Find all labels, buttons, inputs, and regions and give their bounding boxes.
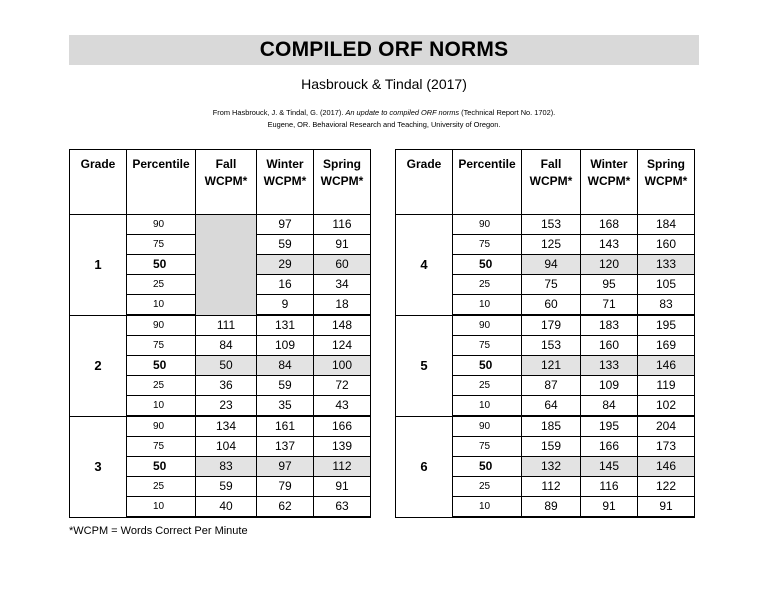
spring-cell: 112 xyxy=(314,457,371,477)
spring-cell: 146 xyxy=(638,356,695,376)
winter-cell: 161 xyxy=(257,416,314,437)
citation xyxy=(0,107,768,131)
percentile-cell: 75 xyxy=(127,437,196,457)
fall-cell: 104 xyxy=(196,437,257,457)
table-row xyxy=(396,416,695,437)
citation-line-1 xyxy=(0,107,768,119)
grade-header xyxy=(396,150,453,215)
spring-cell: 91 xyxy=(314,477,371,497)
winter-cell: 95 xyxy=(581,275,638,295)
percentile-cell: 50 xyxy=(127,255,196,275)
winter-cell: 168 xyxy=(581,215,638,235)
winter-cell: 59 xyxy=(257,235,314,255)
spring-header xyxy=(314,150,371,215)
spring-cell: 124 xyxy=(314,336,371,356)
table-row xyxy=(70,215,371,235)
percentile-cell: 50 xyxy=(453,356,522,376)
winter-cell: 133 xyxy=(581,356,638,376)
spring-cell: 102 xyxy=(638,396,695,417)
spring-cell: 119 xyxy=(638,376,695,396)
spring-header xyxy=(638,150,695,215)
fall-cell: 23 xyxy=(196,396,257,417)
fall-cell: 89 xyxy=(522,497,581,518)
percentile-cell: 10 xyxy=(453,295,522,316)
percentile-cell: 10 xyxy=(127,497,196,518)
percentile-header xyxy=(127,150,196,215)
fall-cell: 159 xyxy=(522,437,581,457)
percentile-cell: 25 xyxy=(453,477,522,497)
winter-cell: 97 xyxy=(257,215,314,235)
grade-cell: 1 xyxy=(70,215,127,316)
grade-header-line: Grade xyxy=(406,157,442,171)
empty-fall-cell xyxy=(196,215,257,316)
percentile-cell: 90 xyxy=(127,416,196,437)
spring-cell: 122 xyxy=(638,477,695,497)
grade-cell: 5 xyxy=(396,315,453,416)
fall-header xyxy=(522,150,581,215)
winter-cell: 109 xyxy=(581,376,638,396)
fall-cell: 94 xyxy=(522,255,581,275)
percentile-cell: 25 xyxy=(453,275,522,295)
spring-cell: 166 xyxy=(314,416,371,437)
spring-cell: 173 xyxy=(638,437,695,457)
header-row xyxy=(70,150,371,215)
page-title: COMPILED ORF NORMS xyxy=(259,38,509,61)
percentile-cell: 75 xyxy=(453,336,522,356)
fall-cell: 50 xyxy=(196,356,257,376)
grade-cell: 3 xyxy=(70,416,127,517)
fall-cell: 134 xyxy=(196,416,257,437)
winter-cell: 9 xyxy=(257,295,314,316)
winter-cell: 16 xyxy=(257,275,314,295)
winter-cell: 143 xyxy=(581,235,638,255)
page-subtitle: Hasbrouck & Tindal (2017) xyxy=(301,76,467,92)
percentile-cell: 75 xyxy=(453,235,522,255)
citation-prefix: From Hasbrouck, J. & Tindal, G. (2017). xyxy=(212,108,346,117)
percentile-header-line: Percentile xyxy=(458,157,516,171)
winter-header xyxy=(581,150,638,215)
spring-cell: 91 xyxy=(314,235,371,255)
spring-cell: 160 xyxy=(638,235,695,255)
grade-cell: 6 xyxy=(396,416,453,517)
winter-cell: 116 xyxy=(581,477,638,497)
percentile-cell: 25 xyxy=(453,376,522,396)
winter-cell: 84 xyxy=(581,396,638,417)
winter-cell: 62 xyxy=(257,497,314,518)
winter-cell: 195 xyxy=(581,416,638,437)
winter-cell: 137 xyxy=(257,437,314,457)
percentile-header-line: Percentile xyxy=(132,157,190,171)
fall-cell: 153 xyxy=(522,215,581,235)
fall-cell: 60 xyxy=(522,295,581,316)
spring-cell: 60 xyxy=(314,255,371,275)
winter-cell: 183 xyxy=(581,315,638,336)
fall-cell: 84 xyxy=(196,336,257,356)
fall-cell: 112 xyxy=(522,477,581,497)
percentile-cell: 50 xyxy=(453,255,522,275)
spring-cell: 116 xyxy=(314,215,371,235)
table-row xyxy=(396,215,695,235)
citation-suffix: (Technical Report No. 1702). xyxy=(459,108,556,117)
percentile-cell: 90 xyxy=(127,315,196,336)
grade-header xyxy=(70,150,127,215)
table-row xyxy=(70,315,371,336)
winter-cell: 84 xyxy=(257,356,314,376)
fall-cell: 75 xyxy=(522,275,581,295)
norms-table-grades-1-3 xyxy=(69,149,371,518)
percentile-cell: 25 xyxy=(127,275,196,295)
percentile-cell: 25 xyxy=(127,376,196,396)
grade-header-line: Grade xyxy=(80,157,116,171)
fall-cell: 125 xyxy=(522,235,581,255)
fall-cell: 132 xyxy=(522,457,581,477)
percentile-cell: 10 xyxy=(127,295,196,316)
percentile-cell: 50 xyxy=(453,457,522,477)
percentile-cell: 10 xyxy=(453,497,522,518)
fall-cell: 153 xyxy=(522,336,581,356)
fall-cell: 83 xyxy=(196,457,257,477)
winter-header-line: Winter xyxy=(266,157,304,171)
grade-cell: 2 xyxy=(70,315,127,416)
winter-header-line: WCPM* xyxy=(263,174,307,188)
percentile-cell: 90 xyxy=(453,215,522,235)
winter-cell: 166 xyxy=(581,437,638,457)
fall-header-line: Fall xyxy=(215,157,237,171)
fall-header-line: WCPM* xyxy=(529,174,573,188)
spring-cell: 169 xyxy=(638,336,695,356)
percentile-cell: 75 xyxy=(453,437,522,457)
spring-header-line: WCPM* xyxy=(644,174,688,188)
winter-cell: 109 xyxy=(257,336,314,356)
percentile-cell: 25 xyxy=(127,477,196,497)
percentile-cell: 50 xyxy=(127,356,196,376)
percentile-cell: 75 xyxy=(127,336,196,356)
fall-cell: 36 xyxy=(196,376,257,396)
winter-header-line: Winter xyxy=(590,157,628,171)
table-row xyxy=(396,315,695,336)
title-bar xyxy=(69,35,699,65)
percentile-cell: 75 xyxy=(127,235,196,255)
winter-cell: 160 xyxy=(581,336,638,356)
fall-cell: 179 xyxy=(522,315,581,336)
winter-cell: 71 xyxy=(581,295,638,316)
percentile-cell: 90 xyxy=(453,416,522,437)
winter-cell: 131 xyxy=(257,315,314,336)
percentile-cell: 90 xyxy=(453,315,522,336)
winter-cell: 79 xyxy=(257,477,314,497)
winter-cell: 91 xyxy=(581,497,638,518)
spring-cell: 204 xyxy=(638,416,695,437)
fall-cell: 121 xyxy=(522,356,581,376)
percentile-cell: 50 xyxy=(127,457,196,477)
fall-cell: 87 xyxy=(522,376,581,396)
spring-cell: 63 xyxy=(314,497,371,518)
header-row xyxy=(396,150,695,215)
fall-cell: 40 xyxy=(196,497,257,518)
percentile-header xyxy=(453,150,522,215)
spring-cell: 184 xyxy=(638,215,695,235)
winter-cell: 120 xyxy=(581,255,638,275)
winter-cell: 29 xyxy=(257,255,314,275)
spring-cell: 133 xyxy=(638,255,695,275)
percentile-cell: 90 xyxy=(127,215,196,235)
winter-cell: 35 xyxy=(257,396,314,417)
fall-header-line: Fall xyxy=(540,157,562,171)
spring-cell: 91 xyxy=(638,497,695,518)
spring-cell: 72 xyxy=(314,376,371,396)
spring-header-line: WCPM* xyxy=(320,174,364,188)
grade-cell: 4 xyxy=(396,215,453,316)
spring-cell: 43 xyxy=(314,396,371,417)
spring-cell: 139 xyxy=(314,437,371,457)
spring-header-line: Spring xyxy=(647,157,685,171)
spring-cell: 83 xyxy=(638,295,695,316)
winter-cell: 97 xyxy=(257,457,314,477)
winter-cell: 145 xyxy=(581,457,638,477)
spring-header-line: Spring xyxy=(323,157,361,171)
percentile-cell: 10 xyxy=(453,396,522,417)
spring-cell: 34 xyxy=(314,275,371,295)
table-row xyxy=(70,416,371,437)
footnote: *WCPM = Words Correct Per Minute xyxy=(69,525,248,537)
spring-cell: 18 xyxy=(314,295,371,316)
spring-cell: 100 xyxy=(314,356,371,376)
norms-table-grades-4-6 xyxy=(395,149,695,518)
spring-cell: 105 xyxy=(638,275,695,295)
spring-cell: 148 xyxy=(314,315,371,336)
fall-cell: 59 xyxy=(196,477,257,497)
fall-cell: 185 xyxy=(522,416,581,437)
winter-header xyxy=(257,150,314,215)
fall-header-line: WCPM* xyxy=(204,174,248,188)
spring-cell: 195 xyxy=(638,315,695,336)
citation-line-2: Eugene, OR. Behavioral Research and Teaching, University of Oregon. xyxy=(267,120,501,129)
citation-italic: An update to compiled ORF norms xyxy=(345,108,460,117)
fall-cell: 111 xyxy=(196,315,257,336)
fall-cell: 64 xyxy=(522,396,581,417)
fall-header xyxy=(196,150,257,215)
percentile-cell: 10 xyxy=(127,396,196,417)
spring-cell: 146 xyxy=(638,457,695,477)
winter-header-line: WCPM* xyxy=(587,174,631,188)
winter-cell: 59 xyxy=(257,376,314,396)
